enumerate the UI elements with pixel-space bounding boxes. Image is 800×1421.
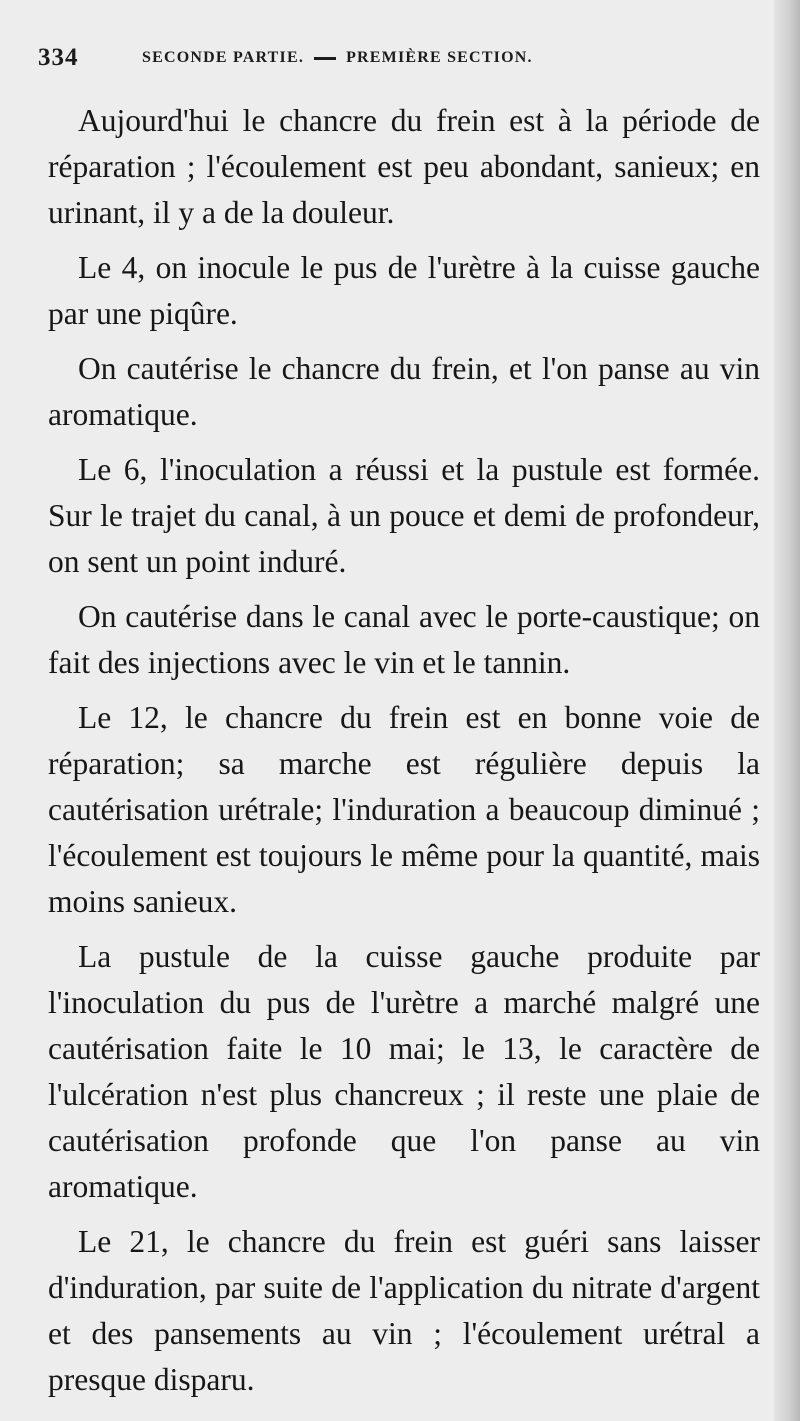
paragraph: Le 6, l'inoculation a réussi et la pustule est formée. Sur le trajet du canal, à un pouce et demi de profondeur, on sent un point induré. [48,452,760,579]
page-edge-shadow [774,0,800,1421]
page-header [38,44,758,78]
paragraph: On cautérise dans le canal avec le porte-caustique; on fait des injections avec le vin et le tannin. [48,599,760,680]
page-number: 334 [38,44,79,71]
paragraph: Le 12, le chancre du frein est en bonne voie de réparation; sa marche est régulière depuis la cautérisation urétrale; l'induration a beaucoup diminué ; l'écoulement est toujours le même pour la quantité, mais moins sanieux. [48,700,760,919]
page-body [48,98,760,1403]
paragraph: Le 4, on inocule le pus de l'urètre à la cuisse gauche par une piqûre. [48,250,760,331]
running-head-part: SECONDE PARTIE. [142,49,305,66]
paragraph: On cautérise le chancre du frein, et l'on panse au vin aromatique. [48,351,760,432]
paragraph: Le 21, le chancre du frein est guéri sans laisser d'induration, par suite de l'application du nitrate d'argent et des pansements au vin ; l'écoulement urétral a presque disparu. [48,1224,760,1397]
paragraph: La pustule de la cuisse gauche produite par l'inoculation du pus de l'urètre a marché malgré une cautérisation faite le 10 mai; le 13, le caractère de l'ulcération n'est plus chancreux ; il reste une plaie de cautérisation profonde que l'on panse au vin aromatique. [48,939,760,1204]
paragraph: Aujourd'hui le chancre du frein est à la période de réparation ; l'écoulement est peu abondant, sanieux; en urinant, il y a de la douleur. [48,103,760,230]
running-head-section: PREMIÈRE SECTION. [346,49,533,66]
em-dash-separator [314,57,336,60]
running-head [142,49,533,67]
